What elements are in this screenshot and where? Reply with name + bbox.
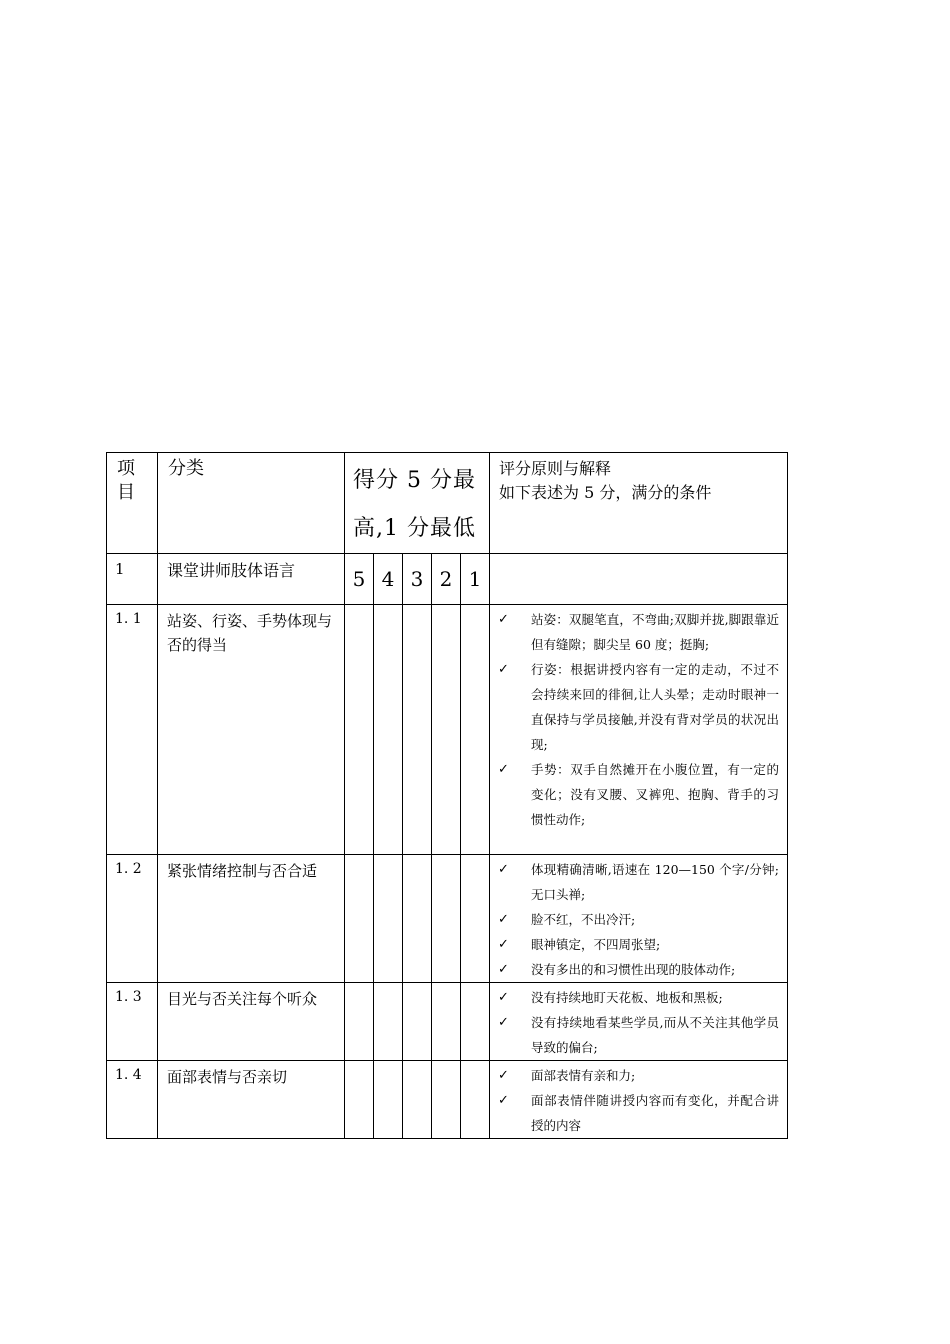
row-criteria [490, 605, 788, 855]
score-cell[interactable] [403, 605, 432, 855]
row-number: 1. 2 [107, 855, 158, 983]
score-2: 2 [432, 554, 461, 605]
check-icon: ✓ [498, 762, 509, 777]
check-icon: ✓ [498, 937, 509, 952]
criterion-text: 没有多出的和习惯性出现的肢体动作; [531, 962, 736, 977]
header-item [107, 453, 158, 554]
check-icon: ✓ [498, 862, 509, 877]
criterion-item [498, 1010, 779, 1060]
score-cell[interactable] [403, 1061, 432, 1139]
check-icon: ✓ [498, 612, 509, 627]
score-cell[interactable] [345, 855, 374, 983]
score-cell[interactable] [403, 855, 432, 983]
criterion-item [498, 985, 779, 1010]
score-cell[interactable] [461, 983, 490, 1061]
criterion-text: 站姿：双腿笔直，不弯曲;双脚并拢,脚跟靠近但有缝隙；脚尖呈 60 度；挺胸; [531, 612, 780, 652]
criterion-text: 没有持续地盯天花板、地板和黑板; [531, 990, 723, 1005]
check-icon: ✓ [498, 662, 509, 677]
score-cell[interactable] [432, 983, 461, 1061]
score-cell[interactable] [374, 605, 403, 855]
section-number: 1 [107, 554, 158, 605]
score-5: 5 [345, 554, 374, 605]
header-rules-title: 评分原则与解释 [499, 459, 612, 478]
header-rules-subtitle: 如下表述为 5 分，满分的条件 [499, 483, 712, 502]
score-cell[interactable] [432, 855, 461, 983]
score-cell[interactable] [345, 1061, 374, 1139]
section-row [107, 554, 788, 605]
score-cell[interactable] [432, 605, 461, 855]
row-category: 目光与否关注每个听众 [158, 983, 345, 1061]
table-row [107, 1061, 788, 1139]
criterion-item [498, 1088, 779, 1138]
criterion-text: 面部表情有亲和力; [531, 1068, 636, 1083]
header-row [107, 453, 788, 554]
criterion-item [498, 932, 779, 957]
score-cell[interactable] [461, 855, 490, 983]
row-number: 1. 3 [107, 983, 158, 1061]
score-cell[interactable] [374, 855, 403, 983]
row-criteria [490, 983, 788, 1061]
score-cell[interactable] [461, 1061, 490, 1139]
score-cell[interactable] [432, 1061, 461, 1139]
header-score [345, 453, 490, 554]
criterion-item [498, 607, 779, 657]
criterion-item [498, 1063, 779, 1088]
criterion-text: 行姿：根据讲授内容有一定的走动，不过不会持续来回的徘徊,让人头晕；走动时眼神一直保持与学员接触,并没有背对学员的状况出现; [531, 662, 780, 752]
check-icon: ✓ [498, 912, 509, 927]
score-cell[interactable] [345, 983, 374, 1061]
section-title: 课堂讲师肢体语言 [158, 554, 345, 605]
criterion-text: 手势：双手自然摊开在小腹位置，有一定的变化；没有叉腰、叉裤兜、抱胸、背手的习惯性动作; [531, 762, 780, 827]
header-score-text: 得分 5 分最高,1 分最低 [353, 468, 476, 541]
check-icon: ✓ [498, 1015, 509, 1030]
criterion-item [498, 757, 779, 832]
score-cell[interactable] [461, 605, 490, 855]
check-icon: ✓ [498, 990, 509, 1005]
score-cell[interactable] [374, 1061, 403, 1139]
header-category [158, 453, 345, 554]
header-category-text: 分类 [168, 458, 204, 479]
criterion-text: 脸不红，不出冷汗; [531, 912, 636, 927]
row-category: 站姿、行姿、手势体现与否的得当 [158, 605, 345, 855]
check-icon: ✓ [498, 962, 509, 977]
score-cell[interactable] [345, 605, 374, 855]
table-row [107, 855, 788, 983]
criterion-item [498, 657, 779, 757]
row-category: 紧张情绪控制与否合适 [158, 855, 345, 983]
check-icon: ✓ [498, 1068, 509, 1083]
check-icon: ✓ [498, 1093, 509, 1108]
score-3: 3 [403, 554, 432, 605]
score-cell[interactable] [374, 983, 403, 1061]
table-row [107, 605, 788, 855]
criterion-item [498, 907, 779, 932]
row-category: 面部表情与否亲切 [158, 1061, 345, 1139]
header-rules [490, 453, 788, 554]
criterion-text: 面部表情伴随讲授内容而有变化，并配合讲授的内容 [531, 1093, 780, 1133]
row-criteria [490, 1061, 788, 1139]
evaluation-table [106, 452, 788, 1139]
score-1: 1 [461, 554, 490, 605]
section-rules-empty [490, 554, 788, 605]
criterion-text: 体现精确清晰,语速在 120—150 个字/分钟;无口头禅; [531, 862, 780, 902]
score-cell[interactable] [403, 983, 432, 1061]
score-4: 4 [374, 554, 403, 605]
criteria-rows [107, 605, 788, 1139]
header-item-text: 项 目 [117, 458, 135, 503]
row-criteria [490, 855, 788, 983]
criterion-text: 眼神镇定，不四周张望; [531, 937, 661, 952]
row-number: 1. 1 [107, 605, 158, 855]
criterion-item [498, 957, 779, 982]
table-row [107, 983, 788, 1061]
criterion-text: 没有持续地看某些学员,而从不关注其他学员导致的偏台; [531, 1015, 780, 1055]
row-number: 1. 4 [107, 1061, 158, 1139]
criterion-item [498, 857, 779, 907]
